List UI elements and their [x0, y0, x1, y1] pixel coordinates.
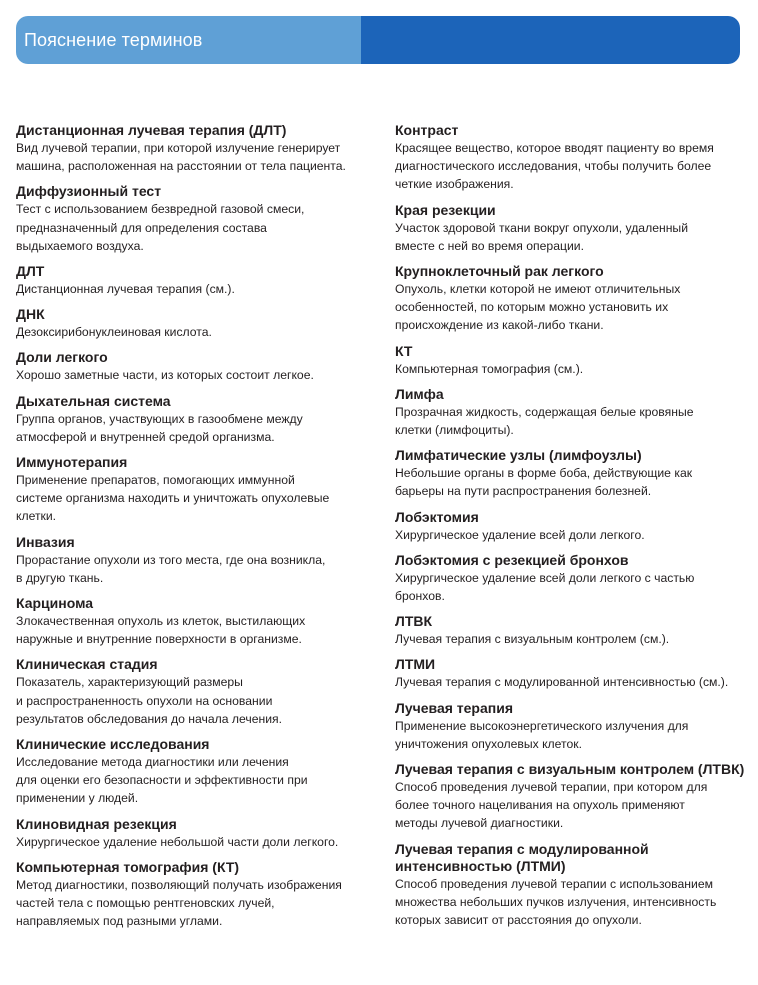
glossary-entry	[16, 736, 384, 808]
glossary-entry	[16, 656, 384, 728]
glossary-definition: Опухоль, клетки которой не имеют отличительных особенностей, по которым можно установить их происхождение из какой-либо ткани.	[395, 282, 681, 333]
glossary-column-right	[395, 122, 745, 937]
glossary-entry	[16, 263, 384, 298]
glossary-entry	[16, 859, 384, 931]
glossary-definition: Красящее вещество, которое вводят пациенту во время диагностического исследования, чтобы получить более четкие изображения.	[395, 141, 714, 192]
glossary-entry	[16, 349, 384, 384]
glossary-definition: Вид лучевой терапии, при которой излучение генерирует машина, расположенная на расстоянии от тела пациента.	[16, 141, 346, 174]
glossary-definition: Злокачественная опухоль из клеток, выстилающих наружные и внутренние поверхности в организме.	[16, 614, 306, 647]
glossary-definition: Прорастание опухоли из того места, где она возникла, в другую ткань.	[16, 552, 326, 585]
glossary-definition: Тест с использованием безвредной газовой смеси, предназначенный для определения состава выдыхаемого воздуха.	[16, 202, 305, 253]
glossary-term: Лучевая терапия	[395, 699, 514, 716]
glossary-definition: Способ проведения лучевой терапии с использованием множества небольших пучков излучения, интенсивность которых зависит от расстояния до опухоли.	[395, 876, 717, 928]
glossary-definition: Небольшие органы в форме боба, действующие как барьеры на пути распространения болезней.	[395, 466, 693, 499]
glossary-column-left	[16, 122, 384, 938]
glossary-definition: Хорошо заметные части, из которых состоит легкое.	[16, 368, 314, 383]
header-title-block	[16, 16, 361, 64]
glossary-entry	[395, 122, 745, 194]
glossary-term: Иммунотерапия	[16, 454, 128, 471]
glossary-entry	[395, 202, 745, 255]
glossary-definition: Метод диагностики, позволяющий получать изображения частей тела с помощью рентгеновских лучей, направляемых под разными углами.	[16, 877, 342, 929]
glossary-entry	[395, 386, 745, 439]
glossary-definition: Хирургическое удаление всей доли легкого.	[395, 527, 645, 542]
glossary-definition: Лучевая терапия с модулированной интенсивностью (см.).	[395, 675, 729, 690]
glossary-term: Инвазия	[16, 533, 75, 550]
glossary-entry	[395, 343, 745, 378]
glossary-term: Клинические исследования	[16, 736, 210, 753]
glossary-term: ДЛТ	[16, 263, 45, 280]
glossary-definition: Компьютерная томография (см.).	[395, 361, 584, 376]
glossary-entry	[16, 122, 384, 175]
glossary-term: Дистанционная лучевая терапия (ДЛТ)	[16, 122, 287, 138]
page-title: Пояснение терминов	[24, 29, 203, 50]
glossary-term: ЛТВК	[395, 613, 433, 630]
glossary-term: Лобэктомия	[395, 508, 479, 525]
glossary-term: Лобэктомия с резекцией бронхов	[395, 551, 629, 568]
glossary-definition: Дезоксирибонуклеиновая кислота.	[16, 325, 212, 340]
glossary-entry	[16, 595, 384, 648]
glossary-entry	[395, 761, 745, 833]
glossary-entry	[395, 613, 745, 648]
glossary-term: Карцинома	[16, 595, 94, 612]
glossary-term: Доли легкого	[16, 349, 108, 366]
glossary-term: ЛТМИ	[395, 656, 436, 673]
glossary-definition: Дистанционная лучевая терапия (см.).	[16, 282, 235, 297]
glossary-term: Контраст	[395, 122, 459, 138]
glossary-term: КТ	[395, 342, 413, 359]
glossary-term: Клиническая стадия	[16, 656, 158, 673]
glossary-definition: Применение препаратов, помогающих иммунной системе организма находить и уничтожать опухолевые клетки.	[16, 473, 330, 524]
glossary-term: Лучевая терапия с модулированной интенсивностью (ЛТМИ)	[395, 840, 649, 874]
glossary-entry	[16, 534, 384, 587]
glossary-definition: Показатель, характеризующий размеры и распространенность опухоли на основании результатов обследования до начала лечения.	[16, 675, 283, 726]
glossary-entry	[16, 816, 384, 851]
glossary-definition: Способ проведения лучевой терапии, при котором для более точного нацеливания на опухоль применяют методы лучевой диагностики.	[395, 780, 708, 831]
glossary-term: Лимфа	[395, 385, 444, 402]
glossary-entry	[395, 447, 745, 500]
glossary-definition: Группа органов, участвующих в газообмене между атмосферой и внутренней средой организма.	[16, 411, 303, 444]
glossary-entry	[395, 841, 745, 930]
glossary-term: Лимфатические узлы (лимфоузлы)	[395, 447, 642, 464]
glossary-entry	[395, 656, 745, 691]
glossary-definition: Лучевая терапия с визуальным контролем (см.).	[395, 632, 670, 647]
glossary-definition: Участок здоровой ткани вокруг опухоли, удаленный вместе с ней во время операции.	[395, 220, 689, 253]
glossary-term: Дыхательная система	[16, 392, 171, 409]
glossary-term: ДНК	[16, 306, 45, 323]
glossary-term: Диффузионный тест	[16, 183, 162, 200]
glossary-definition: Прозрачная жидкость, содержащая белые кровяные клетки (лимфоциты).	[395, 404, 694, 438]
glossary-entry	[395, 552, 745, 605]
glossary-entry	[16, 306, 384, 341]
glossary-entry	[16, 183, 384, 255]
section-header-banner	[16, 16, 740, 64]
glossary-definition: Хирургическое удаление небольшой части доли легкого.	[16, 834, 339, 849]
glossary-entry	[395, 700, 745, 753]
glossary-entry	[16, 393, 384, 446]
glossary-term: Крупноклеточный рак легкого	[395, 263, 604, 280]
glossary-term: Лучевая терапия с визуальным контролем (ЛТВК)	[395, 761, 745, 778]
header-accent-block	[361, 16, 740, 64]
glossary-entry	[395, 263, 745, 335]
glossary-term: Края резекции	[395, 201, 496, 218]
glossary-definition: Применение высокоэнергетического излучения для уничтожения опухолевых клеток.	[395, 718, 689, 751]
glossary-entry	[16, 454, 384, 526]
glossary-term: Компьютерная томография (КТ)	[16, 858, 240, 875]
glossary-entry	[395, 509, 745, 544]
glossary-term: Клиновидная резекция	[16, 815, 177, 832]
glossary-definition: Исследование метода диагностики или лечения для оценки его безопасности и эффективности при применении у людей.	[16, 755, 308, 806]
glossary-definition: Хирургическое удаление всей доли легкого с частью бронхов.	[395, 570, 695, 604]
